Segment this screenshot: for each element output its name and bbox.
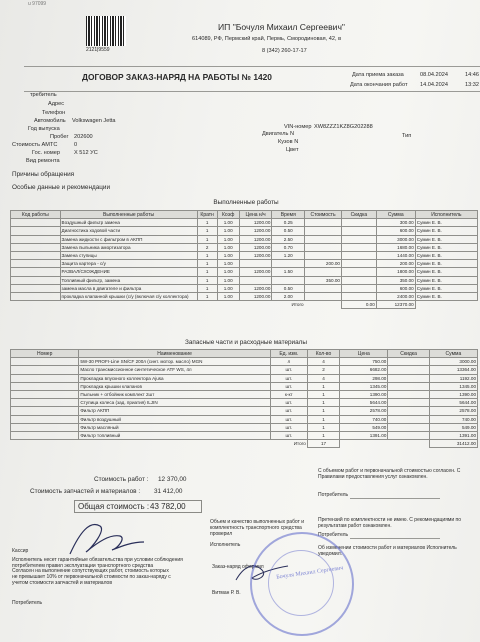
works-row-cell: Диагностика ходовой части [60, 227, 197, 235]
works-row-cell [305, 227, 342, 235]
parts-row-cell [11, 407, 79, 415]
works-row-cell: 600.00 [376, 227, 415, 235]
plate-value: Х 512 УС [74, 150, 98, 156]
company-address: 614089, РФ, Пермский край, Пермь, Смородиновая, 42, в [192, 36, 342, 42]
works-row-cell [11, 284, 61, 292]
parts-total-label: Итого [293, 441, 306, 447]
works-row-cell [341, 292, 376, 300]
works-row-cell: 1200.00 [239, 292, 272, 300]
parts-col-qty: Кол-во [307, 350, 339, 358]
accept-label: Дата приема заказа [352, 72, 404, 78]
works-row-cell: 1.00 [217, 243, 239, 251]
parts-row [11, 431, 478, 439]
works-row-cell: 0.50 [272, 284, 305, 292]
parts-row-cell: 1 [307, 415, 339, 423]
left-note-additional-works: Согласен на выполнение сопутствующих работ, стоимость которых не превышает 10% от первоначальной стоимости по заказ-наряду с учетом стоимости запчастей и материалов [12, 568, 171, 586]
parts-row-cell [388, 366, 429, 374]
works-col-mult: Кратн [197, 211, 217, 219]
parts-section-title: Запасные части и расходные материалы [184, 339, 307, 346]
barcode [86, 16, 126, 46]
works-row-cell: 1200.00 [239, 243, 272, 251]
left-signer: Потребитель [12, 600, 43, 606]
left-note-warranty: Исполнитель несет гарантийные обязательства при условии соблюдения потребителем правил эксплуатации транспортного средства [12, 557, 183, 569]
parts-row-cell: 740.00 [340, 415, 388, 423]
parts-row [11, 407, 478, 415]
works-row-cell [341, 276, 376, 284]
parts-row-cell: л [270, 358, 307, 366]
parts-row-cell: 1390.00 [429, 390, 477, 398]
parts-row-cell: шт. [270, 431, 307, 439]
parts-row [11, 390, 478, 398]
parts-row-cell: 4 [307, 374, 339, 382]
works-row-cell: Защита картера - с/у [60, 260, 197, 268]
engine-label: Двигатель N [262, 131, 294, 137]
parts-row-cell: Масло трансмиссионное синтетическое ATF WS, 4л [79, 366, 271, 374]
parts-row-cell: шт. [270, 415, 307, 423]
parts-row-cell: 1391.00 [429, 431, 477, 439]
right-signer-1: Потребитель [318, 492, 349, 498]
parts-row-cell: Фильтр топливный [79, 431, 271, 439]
accept-date: 08.04.2024 [420, 72, 448, 78]
parts-row-cell: 1345.00 [429, 382, 477, 390]
works-row-cell: 1.00 [217, 268, 239, 276]
company-name: ИП "Бочуля Михаил Сергеевич" [218, 22, 345, 32]
signature-line-1 [350, 498, 440, 499]
works-header-row [11, 211, 478, 219]
works-row-cell [305, 284, 342, 292]
works-row-cell [305, 292, 342, 300]
works-row-cell: 1.00 [217, 284, 239, 292]
works-row-cell [341, 260, 376, 268]
works-row-cell: 1 [197, 227, 217, 235]
works-row-cell [11, 227, 61, 235]
works-row-cell: 300.00 [376, 219, 415, 227]
works-col-time: Время [272, 211, 305, 219]
middle-note-quality: Объем и качество выполненных работ и комплектность транспортного средства проверил [210, 519, 305, 537]
works-row [11, 276, 478, 284]
works-row-cell: 0.50 [272, 227, 305, 235]
works-col-code: Код работы [11, 211, 61, 219]
parts-row-cell [11, 431, 79, 439]
works-row-cell [305, 243, 342, 251]
works-row-cell: 1200.00 [239, 219, 272, 227]
works-row-cell [11, 235, 61, 243]
parts-row-cell: 6682.00 [340, 366, 388, 374]
works-total-label: Итого [291, 302, 304, 308]
works-row-cell: 2 [197, 243, 217, 251]
works-row-cell: Топливный фильтр, замена [60, 276, 197, 284]
parts-row-cell: Фильтр масляный [79, 423, 271, 431]
works-row-cell: 1 [197, 276, 217, 284]
parts-row-cell [11, 423, 79, 431]
works-total-discount: 0.00 [341, 301, 376, 309]
works-section-title: Выполненные работы [213, 199, 279, 206]
type-label: Тип [402, 133, 412, 139]
vin-label: VIN-номер [284, 124, 312, 130]
mileage-label: Пробег [50, 134, 69, 140]
works-row-cell: 3000.00 [376, 235, 415, 243]
works-row-cell [11, 260, 61, 268]
car-label: Автомобиль [34, 118, 66, 124]
parts-row-cell: шт. [270, 366, 307, 374]
parts-row-cell: 740.00 [429, 415, 477, 423]
works-row-cell: 1 [197, 235, 217, 243]
works-row-cell: 1.00 [217, 251, 239, 259]
parts-row-cell: 3000.00 [429, 358, 477, 366]
parts-total-row [11, 440, 478, 448]
works-row-cell: 1800.00 [376, 268, 415, 276]
works-row-cell: Замена жидкости с фильтром в АКПП [60, 235, 197, 243]
works-col-executor: Исполнитель [415, 211, 477, 219]
works-row-cell: 1200.00 [239, 284, 272, 292]
parts-col-number: Номер [11, 350, 79, 358]
cost-label: Стоимость АМТС [12, 142, 58, 148]
parts-row-cell: 1 [307, 382, 339, 390]
works-row-cell: 1 [197, 251, 217, 259]
parts-row-cell [388, 374, 429, 382]
parts-row-cell [388, 382, 429, 390]
works-col-sum: Сумма [376, 211, 415, 219]
order-signer: Витман Р. В. [212, 590, 241, 596]
works-row-cell: Замена ступицы [60, 251, 197, 259]
works-row-cell [11, 219, 61, 227]
works-row-cell: 1.20 [272, 251, 305, 259]
works-row-cell: 1200.00 [239, 251, 272, 259]
plate-label: Гос. номер [32, 150, 60, 156]
works-row-cell: 1200.00 [239, 235, 272, 243]
parts-row-cell [11, 374, 79, 382]
works-total-sum: 12370.00 [376, 301, 415, 309]
parts-row-cell: 13364.00 [429, 366, 477, 374]
parts-table [10, 349, 478, 448]
customer-label: требитель [30, 92, 57, 98]
works-row-cell: 1 [197, 284, 217, 292]
works-row-cell: 1.00 [217, 235, 239, 243]
works-row-cell: 0.25 [272, 219, 305, 227]
works-row-cell: Сумин Е. В. [415, 243, 477, 251]
works-row-cell: 1 [197, 268, 217, 276]
works-row-cell [239, 260, 272, 268]
works-table [10, 210, 478, 309]
works-row-cell [11, 292, 61, 300]
parts-row-cell [11, 390, 79, 398]
works-row-cell [341, 243, 376, 251]
end-time: 13:32 [465, 82, 479, 88]
works-row-cell: 1680.00 [376, 243, 415, 251]
works-row-cell: 600.00 [376, 284, 415, 292]
company-phone: 8 (342) 260-17-17 [262, 48, 307, 54]
right-note-consent: С объемом работ и первоначальной стоимостью согласен. С Правилами предоставления услуг ознакомлен. [318, 468, 461, 480]
address-label: Адрес [48, 101, 65, 107]
parts-cost-value: 31 412,00 [154, 488, 183, 495]
works-row-cell [341, 227, 376, 235]
works-col-discount: Скидка [341, 211, 376, 219]
parts-col-unit: Ед. изм. [270, 350, 307, 358]
parts-col-name: Наименование [79, 350, 271, 358]
works-row-cell: Сумин Е. В. [415, 260, 477, 268]
works-col-cost: Стоимость [305, 211, 342, 219]
works-row-cell: 350.00 [376, 276, 415, 284]
works-row-cell: 1200.00 [239, 268, 272, 276]
parts-row [11, 399, 478, 407]
parts-row-cell [388, 358, 429, 366]
works-row [11, 260, 478, 268]
parts-row-cell: 298.00 [340, 374, 388, 382]
parts-col-discount: Скидка [388, 350, 429, 358]
works-row [11, 284, 478, 292]
works-row-cell: Сумин Е. В. [415, 251, 477, 259]
works-row-cell: 0.70 [272, 243, 305, 251]
phone-label: Телефон [42, 110, 66, 116]
stamp-text: Бочуля Михаил Сергеевич [275, 565, 344, 581]
repair-type-label: Вид ремонта [26, 158, 60, 164]
works-row-cell: 2.50 [272, 235, 305, 243]
special-label: Особые данные и рекомендации [12, 184, 111, 191]
works-row-cell [305, 219, 342, 227]
works-row-cell: Сумин Е. В. [415, 276, 477, 284]
works-col-price: Цена н/ч [239, 211, 272, 219]
works-row-cell: Сумин Е. В. [415, 284, 477, 292]
parts-row-cell: 2578.00 [340, 407, 388, 415]
parts-row [11, 366, 478, 374]
mileage-value: 202600 [74, 134, 93, 140]
parts-row-cell: шт. [270, 382, 307, 390]
parts-row-cell: 5W-30 PROFI-Line SN/CF 200л (синт. мотор. масло) MGN [79, 358, 271, 366]
parts-row-cell [11, 366, 79, 374]
works-row-cell [272, 276, 305, 284]
end-date: 14.04.2024 [420, 82, 448, 88]
title-top-rule [24, 66, 480, 67]
works-row [11, 235, 478, 243]
parts-row-cell: Пыльник + отбойник комплект 2шт [79, 390, 271, 398]
works-row-cell [305, 251, 342, 259]
executor-label: Исполнитель [210, 542, 241, 548]
works-row-cell: РАЗВАЛ/СХОЖДЕНИЕ [60, 268, 197, 276]
works-row-cell: 350.00 [305, 276, 342, 284]
work-cost-label: Стоимость работ : [94, 476, 149, 483]
parts-cost-label: Стоимость запчастей и материалов : [30, 488, 141, 495]
works-row-cell: 1.50 [272, 268, 305, 276]
works-row-cell [341, 268, 376, 276]
parts-row-cell: шт. [270, 407, 307, 415]
order-label: Заказ-наряд оформил [212, 564, 264, 570]
parts-row-cell [11, 382, 79, 390]
works-row-cell [341, 235, 376, 243]
parts-row-cell: 1 [307, 390, 339, 398]
parts-row-cell: 1 [307, 407, 339, 415]
parts-body [11, 358, 478, 440]
parts-row-cell: к-кт [270, 390, 307, 398]
parts-row-cell: 750.00 [340, 358, 388, 366]
works-row [11, 268, 478, 276]
works-row-cell [341, 251, 376, 259]
signature-line-2 [350, 538, 440, 539]
parts-row-cell: 4 [307, 358, 339, 366]
works-row-cell: 1.00 [217, 276, 239, 284]
vin-value: XW8ZZZ1KZ8G202288 [314, 124, 373, 130]
works-row-cell: 1.00 [217, 219, 239, 227]
parts-row [11, 382, 478, 390]
parts-row-cell: шт. [270, 423, 307, 431]
works-row-cell: 1200.00 [239, 227, 272, 235]
works-col-name: Выполненные работы [60, 211, 197, 219]
works-row-cell [11, 251, 61, 259]
works-row-cell: Сумин Е. В. [415, 268, 477, 276]
total-label: Общая стоимость : [78, 502, 150, 511]
parts-col-price: Цена [340, 350, 388, 358]
works-row-cell [11, 276, 61, 284]
parts-row-cell: Прокладка впускного коллектора Ajusa [79, 374, 271, 382]
works-row-cell: прокладка клапанной крышки (с/у (включая с/у коллектора) [60, 292, 197, 300]
works-row-cell: 1 [197, 219, 217, 227]
works-row-cell: 1440.00 [376, 251, 415, 259]
right-note-change: Об изменении стоимости работ и материалов Исполнитель уведомил. [318, 545, 457, 557]
works-row-cell: Сумин Е. В. [415, 292, 477, 300]
color-label: Цвет [286, 147, 299, 153]
right-signer-2: Потребитель [318, 532, 349, 538]
works-row-cell: 1.00 [217, 292, 239, 300]
title-bottom-rule [24, 91, 480, 92]
parts-row-cell: 1345.00 [340, 382, 388, 390]
total-value: 43 782,00 [150, 502, 186, 511]
parts-row-cell: Фильтр АКПП [79, 407, 271, 415]
parts-row-cell: 1 [307, 399, 339, 407]
works-row-cell [11, 268, 61, 276]
cost-value: 0 [74, 142, 78, 148]
works-row-cell: 1 [197, 260, 217, 268]
works-row [11, 227, 478, 235]
parts-row-cell [11, 358, 79, 366]
works-row [11, 243, 478, 251]
parts-row-cell: Фильтр воздушный [79, 415, 271, 423]
works-row-cell: Сумин Е. В. [415, 219, 477, 227]
works-row-cell: замена масла в двигателе и фильтра [60, 284, 197, 292]
works-row-cell: 200.00 [376, 260, 415, 268]
works-row-cell [305, 235, 342, 243]
works-row [11, 292, 478, 300]
works-row-cell [341, 219, 376, 227]
parts-row-cell: Прокладка крышки клапанов [79, 382, 271, 390]
parts-header-row [11, 350, 478, 358]
parts-row-cell [388, 390, 429, 398]
parts-row-cell: 549.00 [429, 423, 477, 431]
parts-row-cell: 1 [307, 431, 339, 439]
parts-row-cell: 1391.00 [340, 431, 388, 439]
parts-row-cell: Ступица колеса (зад. приатия) ILJIN [79, 399, 271, 407]
works-body [11, 219, 478, 301]
barcode-number: 2121|9559 [86, 47, 110, 53]
parts-row-cell: 2578.00 [429, 407, 477, 415]
parts-row-cell: 1 [307, 423, 339, 431]
document-title: ДОГОВОР ЗАКАЗ-НАРЯД НА РАБОТЫ № 1420 [82, 72, 272, 82]
end-label: Дата окончания работ [350, 82, 408, 88]
top-left-code: u 97099 [28, 1, 47, 7]
parts-row-cell: 1192.00 [429, 374, 477, 382]
right-note-claims: Претензий по комплектности не имею. С рекомендациями по результатам работ ознакомлен. [318, 517, 462, 529]
parts-row-cell [388, 399, 429, 407]
company-stamp-inner [268, 550, 334, 616]
works-row-cell [272, 260, 305, 268]
parts-col-sum: Сумма [429, 350, 477, 358]
works-row-cell [11, 243, 61, 251]
parts-row-cell [388, 407, 429, 415]
works-row-cell: 2400.00 [376, 292, 415, 300]
works-row-cell [341, 284, 376, 292]
parts-row-cell [11, 399, 79, 407]
parts-row [11, 358, 478, 366]
body-label: Кузов N [278, 139, 299, 145]
works-row-cell: 2.00 [272, 292, 305, 300]
handwritten-signature-1 [60, 512, 150, 562]
parts-row-cell [11, 415, 79, 423]
year-label: Год выпуска [28, 126, 60, 132]
parts-row-cell: 1390.00 [340, 390, 388, 398]
works-row-cell: Сумин Е. В. [415, 235, 477, 243]
parts-total-sum: 31412.00 [429, 440, 477, 448]
parts-row-cell [388, 431, 429, 439]
parts-row-cell: 549.00 [340, 423, 388, 431]
works-row-cell: 1.00 [217, 227, 239, 235]
works-row-cell [239, 276, 272, 284]
works-row-cell: Замена пыльника амортизатора [60, 243, 197, 251]
parts-total-qty: 17 [307, 440, 339, 448]
works-row-cell: 1 [197, 292, 217, 300]
works-total-row [11, 301, 478, 309]
works-row-cell: Сумин Е. В. [415, 227, 477, 235]
parts-row-cell: 2 [307, 366, 339, 374]
works-row [11, 219, 478, 227]
car-value: Volkswagen Jetta [72, 118, 116, 124]
reasons-label: Причины обращения [12, 171, 75, 178]
parts-row-cell: шт. [270, 399, 307, 407]
accept-time: 14:46 [465, 72, 479, 78]
parts-row [11, 423, 478, 431]
parts-row [11, 374, 478, 382]
works-row-cell: 200.00 [305, 260, 342, 268]
works-row-cell: 1.00 [217, 260, 239, 268]
work-cost-value: 12 370,00 [158, 476, 187, 483]
parts-row [11, 415, 478, 423]
works-row-cell: Воздушный фильтр замена [60, 219, 197, 227]
works-row [11, 251, 478, 259]
parts-row-cell: 5644.00 [429, 399, 477, 407]
parts-row-cell: 5644.00 [340, 399, 388, 407]
works-row-cell [305, 268, 342, 276]
parts-row-cell: шт. [270, 374, 307, 382]
cashier-label: Кассир [12, 548, 29, 554]
works-col-coef: Коэф [217, 211, 239, 219]
parts-row-cell [388, 415, 429, 423]
parts-row-cell [388, 423, 429, 431]
